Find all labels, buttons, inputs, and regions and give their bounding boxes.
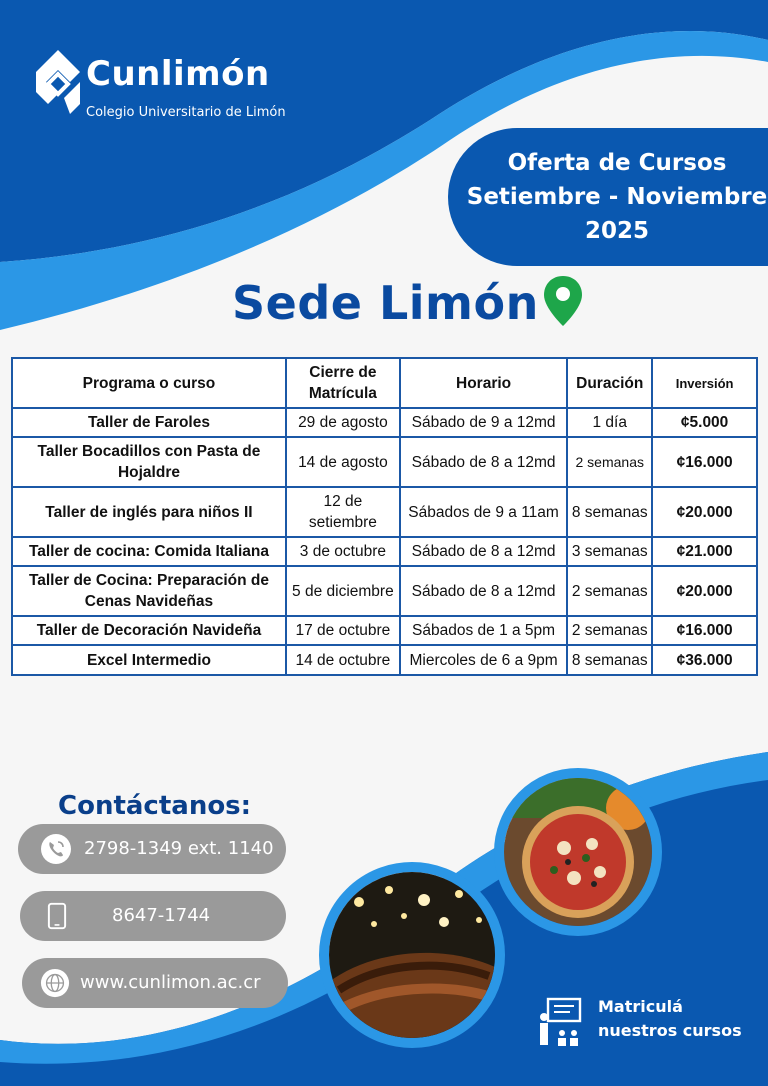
table-row bbox=[12, 645, 757, 675]
course-duration: 3 semanas bbox=[567, 537, 652, 566]
course-close: 3 de octubre bbox=[286, 537, 400, 566]
mobile-number: 8647-1744 bbox=[112, 905, 211, 926]
course-schedule: Sábados de 9 a 11am bbox=[400, 487, 567, 537]
enroll-line-1: Matriculá bbox=[598, 997, 683, 1016]
header-close: Cierre de Matrícula bbox=[286, 358, 400, 408]
course-price: ¢5.000 bbox=[652, 408, 757, 437]
smartphone-icon bbox=[44, 898, 70, 934]
logo-icon bbox=[34, 48, 82, 118]
course-schedule: Sábado de 8 a 12md bbox=[400, 537, 567, 566]
brand-logo bbox=[34, 48, 294, 128]
course-table bbox=[11, 357, 758, 676]
roast-photo bbox=[319, 862, 505, 1048]
offer-line-3: 2025 bbox=[584, 218, 649, 244]
course-duration: 2 semanas bbox=[567, 616, 652, 645]
brand-subtitle: Colegio Universitario de Limón bbox=[86, 105, 286, 120]
table-row bbox=[12, 537, 757, 566]
course-close: 5 de diciembre bbox=[286, 566, 400, 616]
course-name: Taller de inglés para niños II bbox=[12, 487, 286, 537]
offer-line-2: Setiembre - Noviembre bbox=[466, 184, 768, 210]
table-row bbox=[12, 616, 757, 645]
offer-line-1: Oferta de Cursos bbox=[507, 150, 727, 176]
course-schedule: Sábado de 9 a 12md bbox=[400, 408, 567, 437]
enroll-text bbox=[598, 995, 742, 1043]
course-duration: 8 semanas bbox=[567, 645, 652, 675]
table-row bbox=[12, 487, 757, 537]
website-pill[interactable] bbox=[22, 958, 288, 1008]
mobile-pill[interactable] bbox=[20, 891, 286, 941]
course-close: 29 de agosto bbox=[286, 408, 400, 437]
course-price: ¢20.000 bbox=[652, 487, 757, 537]
course-duration: 2 semanas bbox=[567, 437, 652, 487]
enroll-line-2: nuestros cursos bbox=[598, 1021, 742, 1040]
table-header-row bbox=[12, 358, 757, 408]
table-row bbox=[12, 408, 757, 437]
course-close: 14 de octubre bbox=[286, 645, 400, 675]
header-schedule: Horario bbox=[400, 358, 567, 408]
course-schedule: Sábado de 8 a 12md bbox=[400, 437, 567, 487]
course-schedule: Sábado de 8 a 12md bbox=[400, 566, 567, 616]
course-close: 17 de octubre bbox=[286, 616, 400, 645]
phone-pill[interactable] bbox=[18, 824, 286, 874]
course-name: Taller Bocadillos con Pasta de Hojaldre bbox=[12, 437, 286, 487]
class-presentation-icon bbox=[538, 997, 582, 1049]
globe-icon bbox=[40, 968, 70, 998]
table-row bbox=[12, 437, 757, 487]
course-close: 12 de setiembre bbox=[286, 487, 400, 537]
course-name: Taller de Cocina: Preparación de Cenas Navideñas bbox=[12, 566, 286, 616]
course-price: ¢20.000 bbox=[652, 566, 757, 616]
brand-name: Cunlimón bbox=[86, 54, 270, 94]
contact-title: Contáctanos: bbox=[58, 791, 252, 821]
course-duration: 2 semanas bbox=[567, 566, 652, 616]
course-close: 14 de agosto bbox=[286, 437, 400, 487]
enroll-cta[interactable] bbox=[538, 995, 753, 1049]
course-price: ¢36.000 bbox=[652, 645, 757, 675]
course-price: ¢16.000 bbox=[652, 616, 757, 645]
header-price: Inversión bbox=[652, 358, 757, 408]
header-duration: Duración bbox=[567, 358, 652, 408]
course-schedule: Sábados de 1 a 5pm bbox=[400, 616, 567, 645]
phone-number: 2798-1349 ext. 1140 bbox=[84, 838, 274, 859]
header-course: Programa o curso bbox=[12, 358, 286, 408]
course-name: Taller de cocina: Comida Italiana bbox=[12, 537, 286, 566]
course-name: Taller de Decoración Navideña bbox=[12, 616, 286, 645]
phone-icon bbox=[40, 833, 72, 865]
table-row bbox=[12, 566, 757, 616]
offer-banner bbox=[448, 128, 768, 266]
map-pin-icon bbox=[542, 274, 584, 328]
course-name: Excel Intermedio bbox=[12, 645, 286, 675]
pizza-photo bbox=[494, 768, 662, 936]
course-price: ¢21.000 bbox=[652, 537, 757, 566]
course-duration: 1 día bbox=[567, 408, 652, 437]
location-title: Sede Limón bbox=[232, 276, 539, 330]
course-name: Taller de Faroles bbox=[12, 408, 286, 437]
website-url: www.cunlimon.ac.cr bbox=[80, 972, 261, 993]
course-schedule: Miercoles de 6 a 9pm bbox=[400, 645, 567, 675]
course-duration: 8 semanas bbox=[567, 487, 652, 537]
course-price: ¢16.000 bbox=[652, 437, 757, 487]
